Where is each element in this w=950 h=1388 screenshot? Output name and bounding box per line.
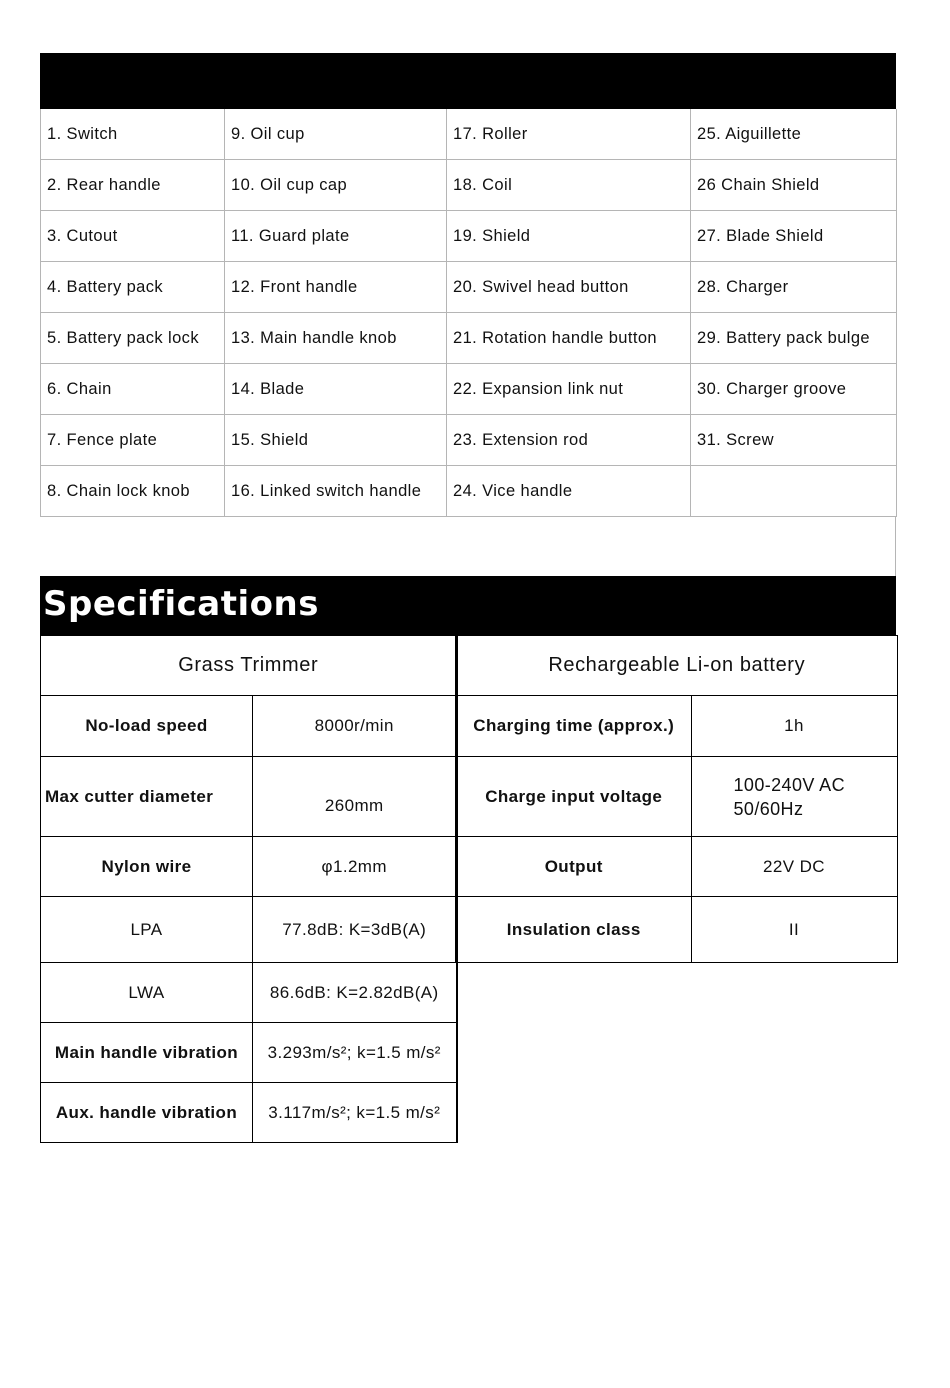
part-item: 30. Charger groove: [691, 364, 897, 415]
grass-trimmer-header: Grass Trimmer: [41, 636, 457, 696]
spec-label: Insulation class: [456, 897, 691, 963]
spec-value: 22V DC: [691, 837, 897, 897]
spec-value: 1h: [691, 696, 897, 757]
part-item: 9. Oil cup: [225, 109, 447, 160]
table-row: [41, 415, 897, 466]
part-item: 17. Roller: [447, 109, 691, 160]
spec-value: φ1.2mm: [253, 837, 457, 897]
part-item: 6. Chain: [41, 364, 225, 415]
part-item: 10. Oil cup cap: [225, 160, 447, 211]
spec-value-line: 100-240V AC: [733, 774, 845, 795]
table-row: [41, 364, 897, 415]
spec-value: 3.293m/s²; k=1.5 m/s²: [253, 1023, 457, 1083]
part-item: 22. Expansion link nut: [447, 364, 691, 415]
table-row: [41, 313, 897, 364]
part-item: 27. Blade Shield: [691, 211, 897, 262]
spec-value: 86.6dB: K=2.82dB(A): [253, 963, 457, 1023]
part-item: 2. Rear handle: [41, 160, 225, 211]
table-row: [41, 211, 897, 262]
part-item: 8. Chain lock knob: [41, 466, 225, 517]
part-item: 11. Guard plate: [225, 211, 447, 262]
parts-list-table: [40, 109, 897, 517]
part-item: 19. Shield: [447, 211, 691, 262]
part-item: [691, 466, 897, 517]
part-item: 23. Extension rod: [447, 415, 691, 466]
divider: [895, 516, 896, 576]
spec-label: Aux. handle vibration: [41, 1083, 253, 1143]
table-row: [41, 109, 897, 160]
section-title: Specifications: [43, 584, 319, 624]
spec-label: No-load speed: [41, 696, 253, 757]
battery-header: Rechargeable Li-on battery: [456, 636, 897, 696]
spec-label: Output: [456, 837, 691, 897]
spec-value: 8000r/min: [253, 696, 457, 757]
table-row: [41, 466, 897, 517]
part-item: 26 Chain Shield: [691, 160, 897, 211]
spec-label: Charge input voltage: [456, 757, 691, 837]
part-item: 5. Battery pack lock: [41, 313, 225, 364]
spec-label: Nylon wire: [41, 837, 253, 897]
spec-value: [691, 757, 897, 837]
spec-label: Main handle vibration: [41, 1023, 253, 1083]
table-row: [41, 262, 897, 313]
spec-value: 77.8dB: K=3dB(A): [253, 897, 457, 963]
part-item: 18. Coil: [447, 160, 691, 211]
grass-trimmer-spec-table: [40, 635, 458, 1143]
part-item: 25. Aiguillette: [691, 109, 897, 160]
part-item: 14. Blade: [225, 364, 447, 415]
part-item: 31. Screw: [691, 415, 897, 466]
specifications-header-bar: [40, 576, 896, 636]
part-item: 29. Battery pack bulge: [691, 313, 897, 364]
part-item: 3. Cutout: [41, 211, 225, 262]
spec-value: 3.117m/s²; k=1.5 m/s²: [253, 1083, 457, 1143]
part-item: 1. Switch: [41, 109, 225, 160]
spec-label: Charging time (approx.): [456, 696, 691, 757]
spec-label: Max cutter diameter: [41, 757, 253, 837]
part-item: 20. Swivel head button: [447, 262, 691, 313]
spec-label: LWA: [41, 963, 253, 1023]
spec-value: 260mm: [253, 757, 457, 837]
spec-value: II: [691, 897, 897, 963]
table-row: [41, 160, 897, 211]
part-item: 13. Main handle knob: [225, 313, 447, 364]
part-item: 28. Charger: [691, 262, 897, 313]
spec-value-line: 50/60Hz: [733, 798, 804, 819]
part-item: 7. Fence plate: [41, 415, 225, 466]
spec-label: LPA: [41, 897, 253, 963]
part-item: 24. Vice handle: [447, 466, 691, 517]
battery-spec-table: [455, 635, 898, 963]
part-item: 4. Battery pack: [41, 262, 225, 313]
part-item: 15. Shield: [225, 415, 447, 466]
part-item: 12. Front handle: [225, 262, 447, 313]
parts-list-header-bar: [40, 53, 896, 109]
part-item: 21. Rotation handle button: [447, 313, 691, 364]
part-item: 16. Linked switch handle: [225, 466, 447, 517]
